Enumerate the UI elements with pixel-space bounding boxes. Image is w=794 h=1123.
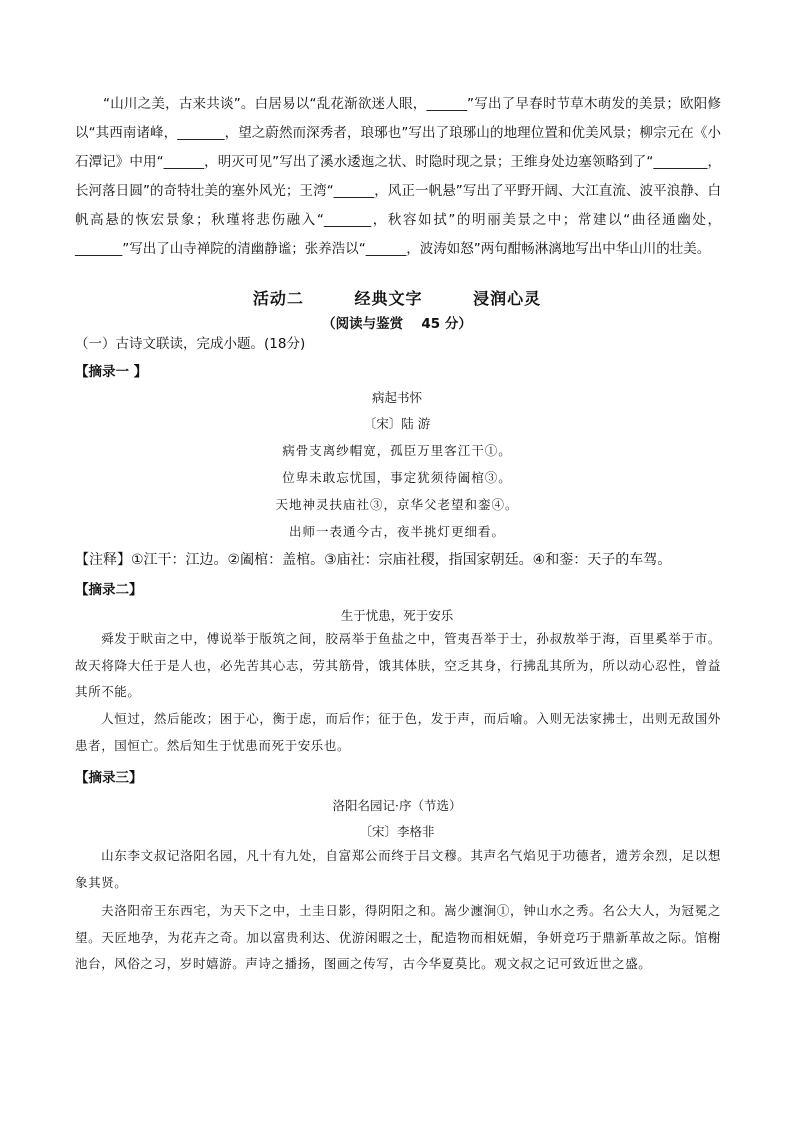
excerpt3-author: 〔宋〕李格非 xyxy=(359,824,435,839)
excerpt3-label: 【摘录三】 xyxy=(75,770,143,786)
activity-title-part: 活动二 xyxy=(252,289,304,308)
intro-paragraph xyxy=(75,90,721,264)
question-intro: （一）古诗文联读，完成小题。(18分) xyxy=(75,336,306,352)
excerpt3-paragraph: 夫洛阳帝王东西宅，为天下之中，土圭日影，得阴阳之和。嵩少瀍涧①，钟山水之秀。名公大人，为冠冕之望。天匠地孕，为花卉之奇。加以富贵利达、优游闲暇之士，配造物而相妩媚，争妍竞巧于鼎新革故之际。馆榭池台，风俗之习，岁时嬉游。声诗之播扬，图画之传写，古今华夏莫比。观文叔之记可致近世之盛。 xyxy=(75,903,721,971)
excerpt1-author: 〔宋〕陆 游 xyxy=(363,416,431,431)
excerpt3-paragraph: 山东李文叔记洛阳名园，凡十有九处，自富郑公而终于吕文穆。其声名气焰见于功德者，遗芳余烈，足以想象其贤。 xyxy=(75,848,721,890)
poem-line: 天地神灵扶庙社③，京华父老望和銮④。 xyxy=(275,497,519,512)
excerpt2-label: 【摘录二】 xyxy=(75,582,143,598)
poem-line: 位卑未敢忘忧国，事定犹须待阖棺③。 xyxy=(282,470,512,485)
excerpt1-label: 【摘录一 】 xyxy=(75,364,148,380)
poem-line: 病骨支离纱帽宽，孤臣万里客江干①。 xyxy=(282,443,512,458)
excerpt1-notes: 【注释】①江干：江边。②阖棺：盖棺。③庙社：宗庙社稷，指国家朝廷。④和銮：天子的车驾。 xyxy=(75,552,672,568)
activity-title xyxy=(0,286,794,309)
intro-paragraph-text: “山川之美，古来共谈”。白居易以“乱花渐欲迷人眼，______”写出了早春时节草木萌发的美景；欧阳修以“其西南诸峰，_______，望之蔚然而深秀者，琅琊也”写出了琅琊山的地理位置和优美风景；柳宗元在《小石潭记》中用“______，明灭可见”写出了溪水逶迤之状、时隐时现之景；王维身处边塞领略到了“________，长河落日圆”的奇特壮美的塞外风光；王湾“______，风正一帆悬”写出了平野开阔、大江直流、波平浪静、白帆高悬的恢宏景象；秋瑾将悲伤融入“_______，秋容如拭”的明丽美景之中；常建以“曲径通幽处，_______”写出了山寺禅院的清幽静谧；张养浩以“______，波涛如怒”两句酣畅淋漓地写出中华山川的壮美。 xyxy=(75,96,721,257)
excerpt2-title: 生于忧患，死于安乐 xyxy=(340,608,454,623)
excerpt1-title: 病起书怀 xyxy=(371,390,422,405)
excerpt2-paragraph: 人恒过，然后能改；困于心，衡于虑，而后作；征于色，发于声，而后喻。入则无法家拂士，出则无敌国外患者，国恒亡。然后知生于忧患而死于安乐也。 xyxy=(75,711,721,753)
activity-title-part: 浸润心灵 xyxy=(473,289,542,308)
activity-title-part: 经典文字 xyxy=(354,289,423,308)
activity-subtitle: （阅读与鉴赏 45 分） xyxy=(322,316,472,332)
excerpt3-title: 洛阳名园记·序（节选） xyxy=(332,798,462,813)
excerpt2-paragraph: 舜发于畎亩之中，傅说举于版筑之间，胶鬲举于鱼盐之中，管夷吾举于士，孙叔敖举于海，百里奚举于市。故天将降大任于是人也，必先苦其心志，劳其筋骨，饿其体肤，空乏其身，行拂乱其所为，所以动心忍性，曾益其所不能。 xyxy=(75,631,721,699)
poem-line: 出师一表通今古，夜半挑灯更细看。 xyxy=(288,524,505,539)
